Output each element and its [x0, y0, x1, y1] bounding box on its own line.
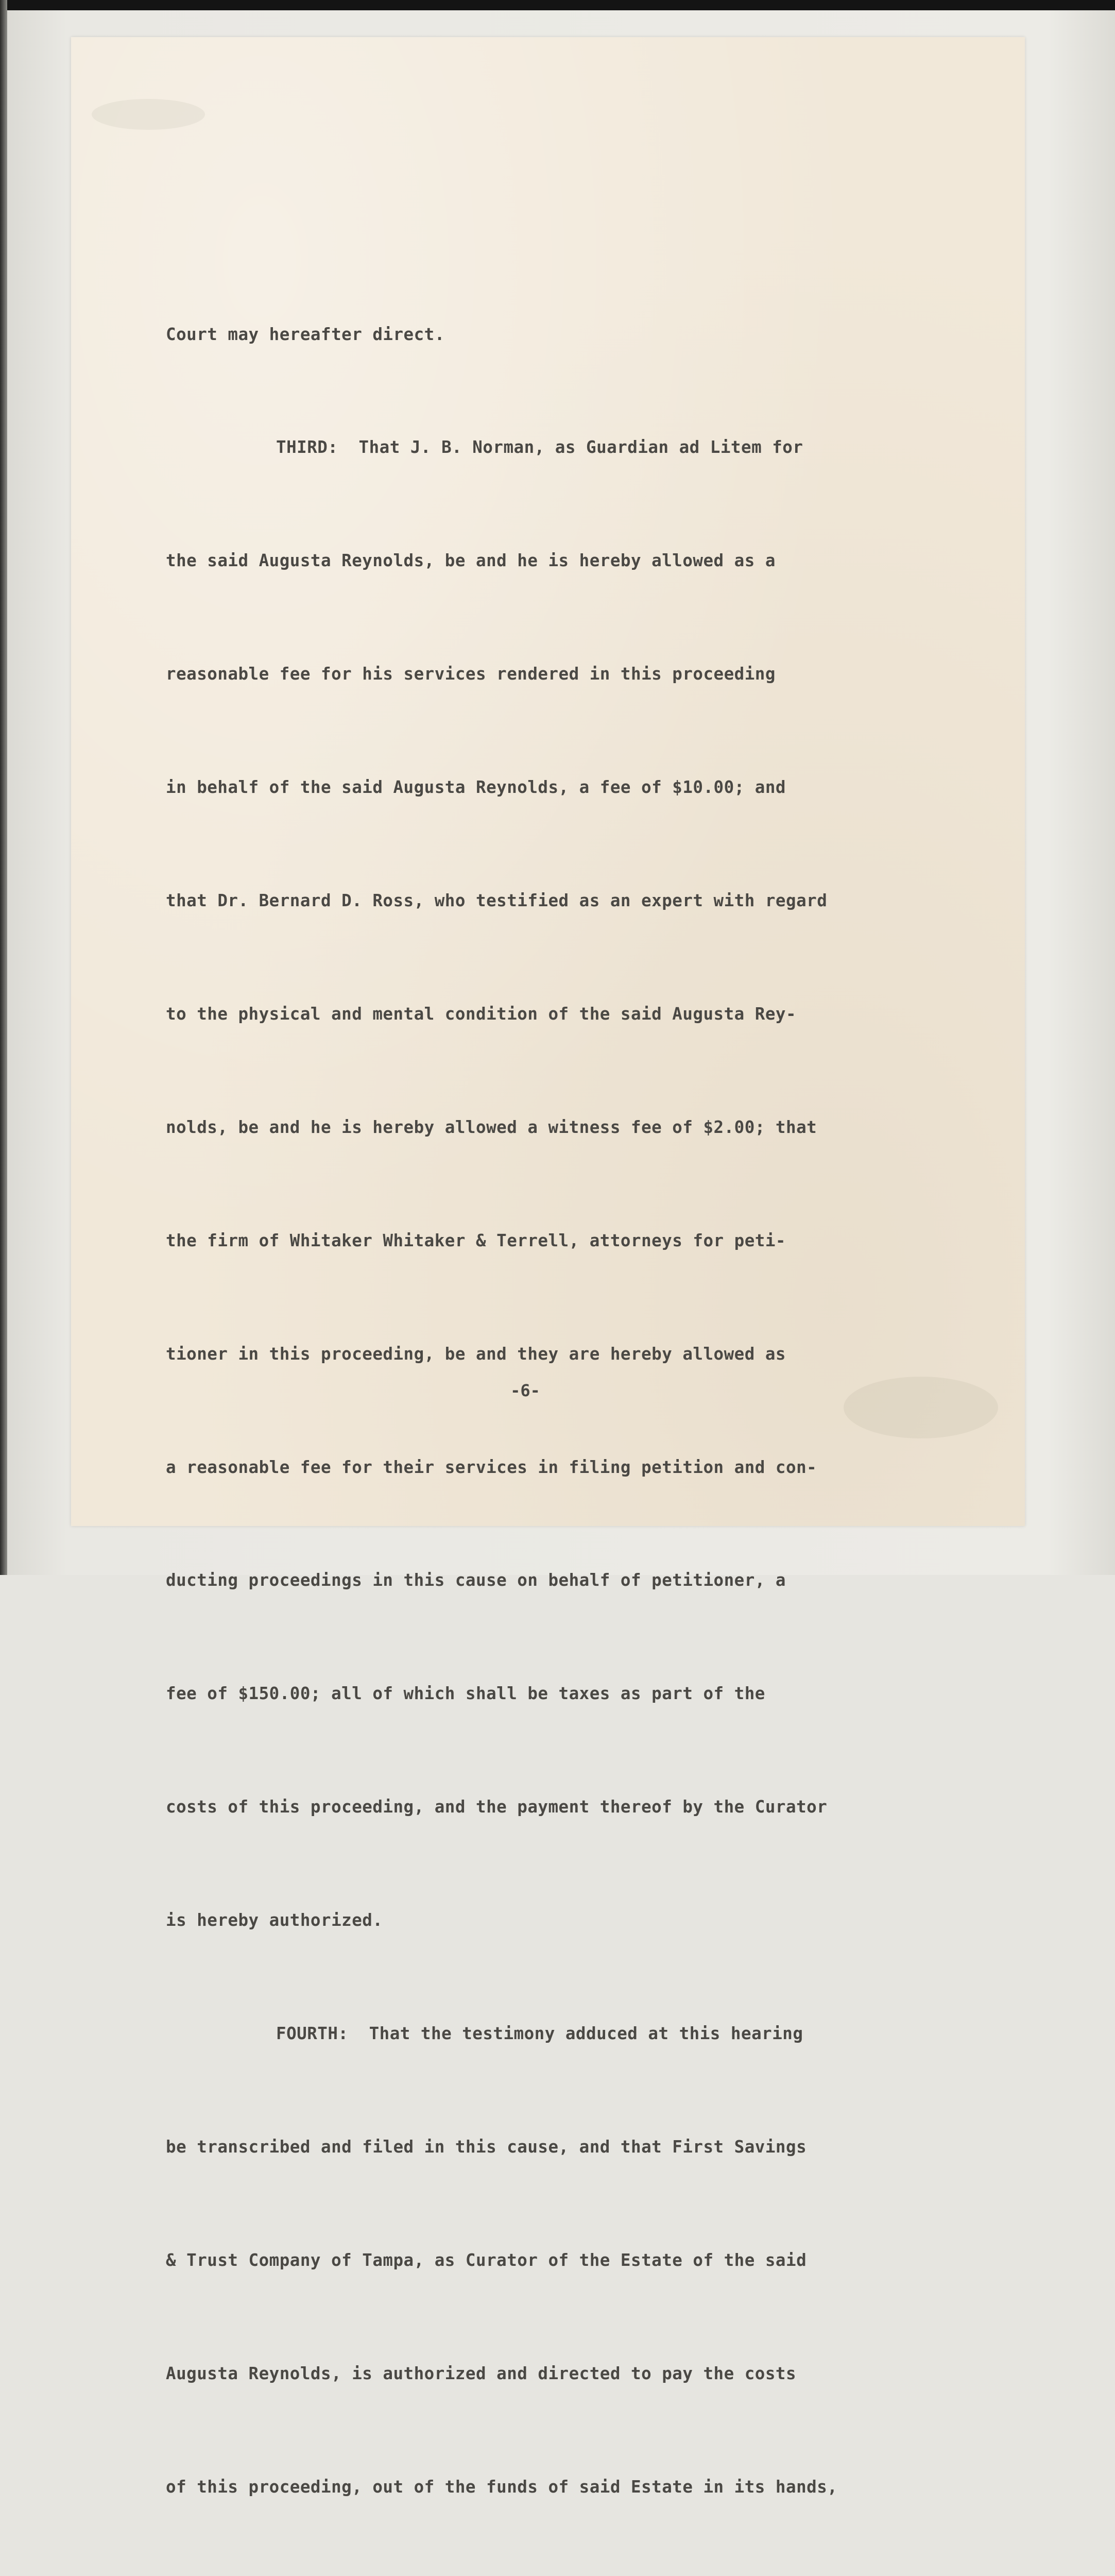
text-line: that Dr. Bernard D. Ross, who testified as an expert with regard [166, 891, 828, 911]
text-line: & Trust Company of Tampa, as Curator of the Estate of the said [166, 2250, 807, 2270]
scan-top-edge [0, 0, 1115, 10]
text-line: is hereby authorized. [166, 1910, 383, 1930]
paper-stain [92, 99, 205, 130]
scan-left-edge [0, 0, 7, 1575]
text-line: be transcribed and filed in this cause, and that First Savings [166, 2137, 807, 2157]
page-number: -6- [510, 1381, 540, 1400]
text-line: Augusta Reynolds, is authorized and directed to pay the costs [166, 2363, 797, 2383]
text-line: reasonable fee for his services rendered in this proceeding [166, 664, 776, 684]
text-line-paragraph-fourth: FOURTH: That the testimony adduced at this hearing [276, 2023, 803, 2043]
text-line: to the physical and mental condition of the said Augusta Rey- [166, 1004, 797, 1024]
text-line: tioner in this proceeding, be and they are hereby allowed as [166, 1344, 786, 1364]
text-line: the firm of Whitaker Whitaker & Terrell, attorneys for peti- [166, 1230, 786, 1250]
document-body [166, 240, 907, 2576]
text-line: ducting proceedings in this cause on behalf of petitioner, a [166, 1570, 786, 1590]
text-line: in behalf of the said Augusta Reynolds, a fee of $10.00; and [166, 777, 786, 798]
text-line: fee of $150.00; all of which shall be taxes as part of the [166, 1684, 765, 1704]
text-line: of this proceeding, out of the funds of said Estate in its hands, [166, 2477, 838, 2497]
text-line-paragraph-third: THIRD: That J. B. Norman, as Guardian ad Litem for [276, 437, 803, 457]
text-line: costs of this proceeding, and the payment thereof by the Curator [166, 1797, 828, 1817]
text-line: the said Augusta Reynolds, be and he is hereby allowed as a [166, 551, 776, 571]
text-line: a reasonable fee for their services in filing petition and con- [166, 1457, 817, 1477]
text-line: nolds, be and he is hereby allowed a witness fee of $2.00; that [166, 1117, 817, 1137]
text-line: Court may hereafter direct. [166, 324, 445, 344]
